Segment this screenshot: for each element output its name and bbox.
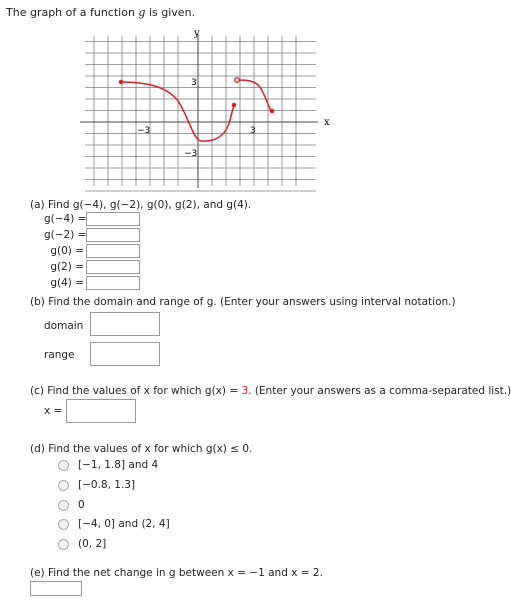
net-change-input[interactable] — [30, 581, 82, 596]
option-label: [−1, 1.8] and 4 — [78, 459, 159, 471]
option-2[interactable] — [58, 479, 135, 491]
part-c-question-text: (c) Find the values of x for which g(x) = — [30, 385, 242, 397]
endpoint-closed-middle — [232, 103, 237, 108]
g-4-label: g(4) = — [50, 277, 84, 289]
option-5[interactable] — [58, 538, 106, 550]
part-e-question: (e) Find the net change in g between x = −1 and x = 2. — [30, 567, 323, 579]
g-4-input[interactable] — [86, 276, 140, 290]
part-a-row-2 — [44, 228, 140, 242]
option-3[interactable] — [58, 499, 85, 511]
part-c-question — [30, 385, 511, 397]
range-label: range — [44, 349, 75, 361]
part-a-question: (a) Find g(−4), g(−2), g(0), g(2), and g(4). — [30, 199, 252, 211]
radio-button[interactable] — [58, 539, 69, 550]
y-tick-label-pos: 3 — [191, 78, 197, 88]
x-axis-label: x — [324, 117, 330, 128]
radio-button[interactable] — [58, 460, 69, 471]
y-tick-label-neg: −3 — [184, 149, 198, 159]
x-tick-label-neg: −3 — [137, 126, 151, 136]
option-1[interactable] — [58, 459, 158, 471]
problem-intro — [6, 6, 195, 19]
radio-button[interactable] — [58, 519, 69, 530]
range-input[interactable] — [90, 342, 160, 366]
part-c-question-note: . (Enter your answers as a comma-separated list.) — [248, 385, 511, 397]
x-tick-label-pos: 3 — [250, 126, 256, 136]
option-label: 0 — [78, 499, 85, 511]
part-d-question: (d) Find the values of x for which g(x) ≤ 0. — [30, 443, 253, 455]
function-graph — [80, 30, 330, 190]
option-4[interactable] — [58, 518, 170, 530]
part-b-question: (b) Find the domain and range of g. (Enter your answers using interval notation.) — [30, 296, 456, 308]
graph-grid — [85, 36, 316, 191]
radio-button[interactable] — [58, 500, 69, 511]
option-label: [−4, 0] and (2, 4] — [78, 518, 170, 530]
radio-button[interactable] — [58, 480, 69, 491]
g-neg2-input[interactable] — [86, 228, 140, 242]
part-a-row-1 — [44, 212, 140, 226]
part-a-row-3 — [44, 244, 140, 258]
g-neg2-label: g(−2) = — [44, 229, 87, 241]
intro-text-suffix: is given. — [145, 6, 196, 19]
g-2-label: g(2) = — [50, 261, 84, 273]
g-neg4-label: g(−4) = — [44, 213, 87, 225]
part-a-row-4 — [44, 260, 140, 274]
part-c-target-value: 3 — [241, 385, 249, 397]
g-neg4-input[interactable] — [86, 212, 140, 226]
x-values-input[interactable] — [66, 399, 136, 423]
g-2-input[interactable] — [86, 260, 140, 274]
domain-label: domain — [44, 320, 84, 332]
option-label: [−0.8, 1.3] — [78, 479, 136, 491]
x-equals-label: x = — [44, 405, 63, 417]
domain-input[interactable] — [90, 312, 160, 336]
endpoint-closed-right — [270, 109, 275, 114]
g-0-label: g(0) = — [50, 245, 84, 257]
option-label: (0, 2] — [78, 538, 107, 550]
part-a-row-5 — [44, 276, 140, 290]
endpoint-open-top — [235, 78, 240, 83]
y-axis-label: y — [194, 28, 200, 39]
g-0-input[interactable] — [86, 244, 140, 258]
intro-text: The graph of a function — [6, 6, 139, 19]
endpoint-closed-left — [119, 80, 124, 85]
intro-var: g — [138, 6, 146, 19]
